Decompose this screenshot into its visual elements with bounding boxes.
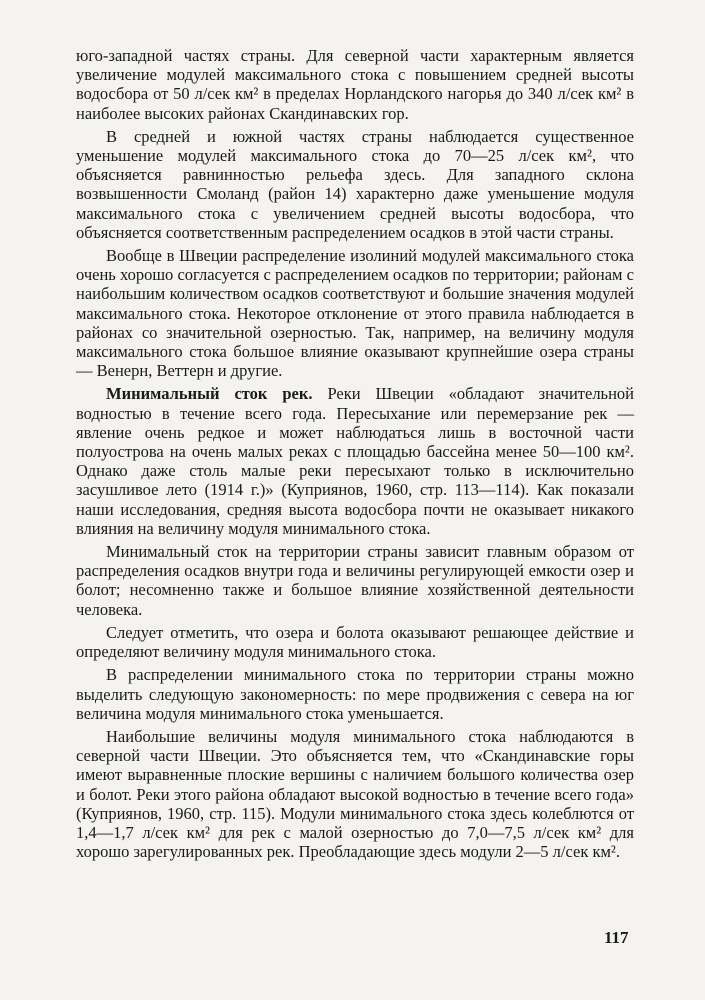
paragraph-lakes-swamps: Следует отметить, что озера и болота оказывают решающее действие и определяют величину модуля минимального стока. (76, 622, 634, 662)
paragraph-north: Наибольшие величины модуля минимального стока наблюдаются в северной части Швеции. Это объясняется тем, что «Скандинавские горы имеют выравненные плоские вершины с наличием большого количества озер и болот. Реки этого района обладают высокой водностью в течение всего года» (Куприянов, 1960, стр. 115). Модули минимального стока здесь колеблются от 1,4—1,7 л/сек км² для рек с малой озерностью до 7,0—7,5 л/сек км² для хорошо зарегулированных рек. Преобладающие здесь модули 2—5 л/сек км². (76, 726, 634, 862)
paragraph-isolines: Вообще в Швеции распределение изолиний модулей максимального стока очень хорошо согласуется с распределением осадков по территории; районам с наибольшим количеством осадков соответствуют и большие значения модулей максимального стока. Некоторое отклонение от этого правила наблюдается в районах со значительной озерностью. Так, например, на величину модуля максимального стока большое влияние оказывают крупнейшие озера страны — Венерн, Веттерн и другие. (76, 246, 634, 381)
document-page (76, 46, 634, 946)
paragraph-continuation: юго-западной частях страны. Для северной части характерным является увеличение модулей максимального стока с повышением средней высоты водосбора от 50 л/сек км² в пределах Норландского нагорья до 340 л/сек км² в наиболее высоких районах Скандинавских гор. (76, 46, 634, 123)
page-number: 117 (604, 928, 629, 947)
paragraph-precipitation: Минимальный сток на территории страны зависит главным образом от распределения осадков внутри года и величины регулирующей емкости озер и болот; несомненно также и большое влияние хозяйственной деятельности человека. (76, 542, 634, 619)
paragraph-minimal-runoff-text: Реки Швеции «обладают значительной водностью в течение всего года. Пересыхание или перемерзание рек — явление очень редкое и может наблюдаться лишь в восточной части полуострова на очень малых реках с площадью бассейна менее 50—100 км². Однако даже столь малые реки пересыхают только в исключительно засушливое лето (1914 г.)» (Куприянов, 1960, стр. 113—114). Как показали наши исследования, средняя высота водосбора почти не оказывает никакого влияния на величину модуля минимального стока. (76, 384, 634, 538)
paragraph-middle-south: В средней и южной частях страны наблюдается существенное уменьшение модулей максимального стока до 70—25 л/сек км², что объясняется равнинностью рельефа здесь. Для западного склона возвышенности Смоланд (район 14) характерно даже уменьшение модуля максимального стока с увеличением средней высоты водосбора, что объясняется соответственным распределением осадков в этой части страны. (76, 126, 634, 242)
paragraph-regularity: В распределении минимального стока по территории страны можно выделить следующую закономерность: по мере продвижения с севера на юг величина модуля минимального стока уменьшается. (76, 665, 634, 723)
section-heading-minimal-runoff: Минимальный сток рек. (106, 384, 313, 404)
paragraph-minimal-runoff (76, 384, 634, 538)
